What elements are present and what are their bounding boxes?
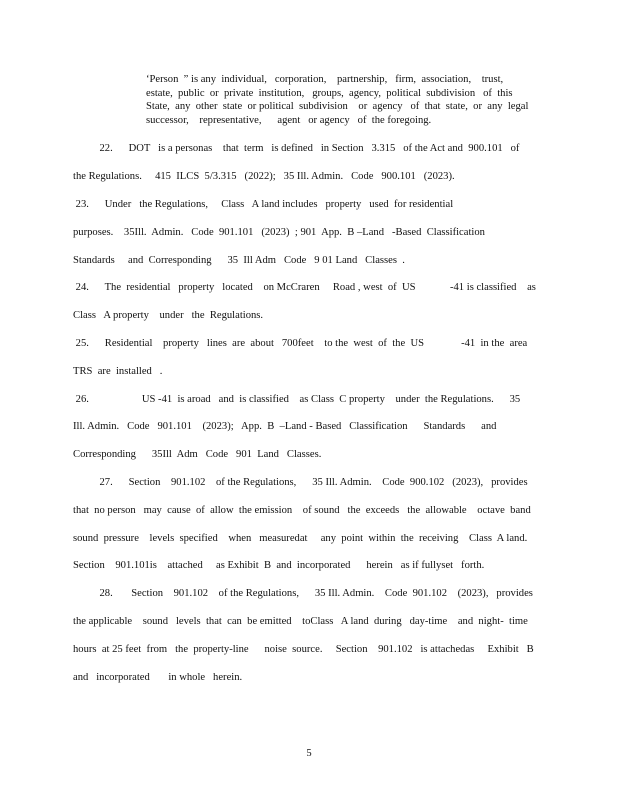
- paragraph-27-line: that no person may cause of allow the emission of sound the exceeds the allowable octave band: [73, 505, 531, 516]
- paragraph-28-line: hours at 25 feet from the property-line noise source. Section 901.102 is attachedas Exhibit B: [73, 644, 534, 655]
- paragraph-24-line: Class A property under the Regulations.: [73, 310, 264, 321]
- quote-line: successor, representative, agent or agency of the foregoing.: [146, 114, 432, 126]
- paragraph-28-line: and incorporated in whole herein.: [73, 672, 243, 683]
- paragraph-27-line: sound pressure levels specified when measuredat any point within the receiving Class A land.: [73, 533, 528, 544]
- block-quote-person-definition: [146, 73, 532, 127]
- quote-line: ‘Person ” is any individual, corporation, partnership, firm, association, trust,: [146, 74, 504, 85]
- paragraph-23-line: 23. Under the Regulations, Class A land includes property used for residential: [73, 199, 454, 210]
- paragraph-23-line: Standards and Corresponding 35 Ill Adm Code 9 01 Land Classes .: [73, 255, 405, 266]
- paragraph-26-line: 26. US -41 is aroad and is classified as Class C property under the Regulations. 35: [73, 394, 521, 405]
- quote-line: estate, public or private institution, groups, agency, political subdivision of this: [146, 87, 513, 99]
- paragraph-24-line: 24. The residential property located on McCraren Road , west of US -41 is classified as: [73, 282, 536, 293]
- paragraph-25-line: TRS are installed .: [73, 366, 163, 377]
- page-number: 5: [306, 748, 312, 759]
- paragraph-27-line: Section 901.101is attached as Exhibit B and incorporated herein as if fullyset forth.: [73, 560, 485, 571]
- paragraph-22-line: 22. DOT is a personas that term is defined in Section 3.315 of the Act and 900.101 of: [73, 143, 520, 154]
- paragraph-23-line: purposes. 35Ill. Admin. Code 901.101 (2023) ; 901 App. B –Land -Based Classification: [73, 227, 485, 238]
- paragraph-28-line: 28. Section 901.102 of the Regulations, 35 Ill. Admin. Code 901.102 (2023), provides: [73, 588, 533, 599]
- paragraph-27-line: 27. Section 901.102 of the Regulations, 35 Ill. Admin. Code 900.102 (2023), provides: [73, 477, 528, 488]
- paragraph-22-line: the Regulations. 415 ILCS 5/3.315 (2022); 35 Ill. Admin. Code 900.101 (2023).: [73, 171, 455, 182]
- paragraph-26-line: Ill. Admin. Code 901.101 (2023); App. B –Land - Based Classification Standards and: [73, 421, 497, 432]
- paragraph-25-line: 25. Residential property lines are about 700feet to the west of the US -41 in the area: [73, 338, 528, 349]
- paragraph-28-line: the applicable sound levels that can be emitted toClass A land during day-time and night- time: [73, 616, 528, 627]
- quote-line: State, any other state or political subdivision or agency of that state, or any legal: [146, 101, 529, 112]
- paragraph-26-line: Corresponding 35Ill Adm Code 901 Land Classes.: [73, 449, 322, 460]
